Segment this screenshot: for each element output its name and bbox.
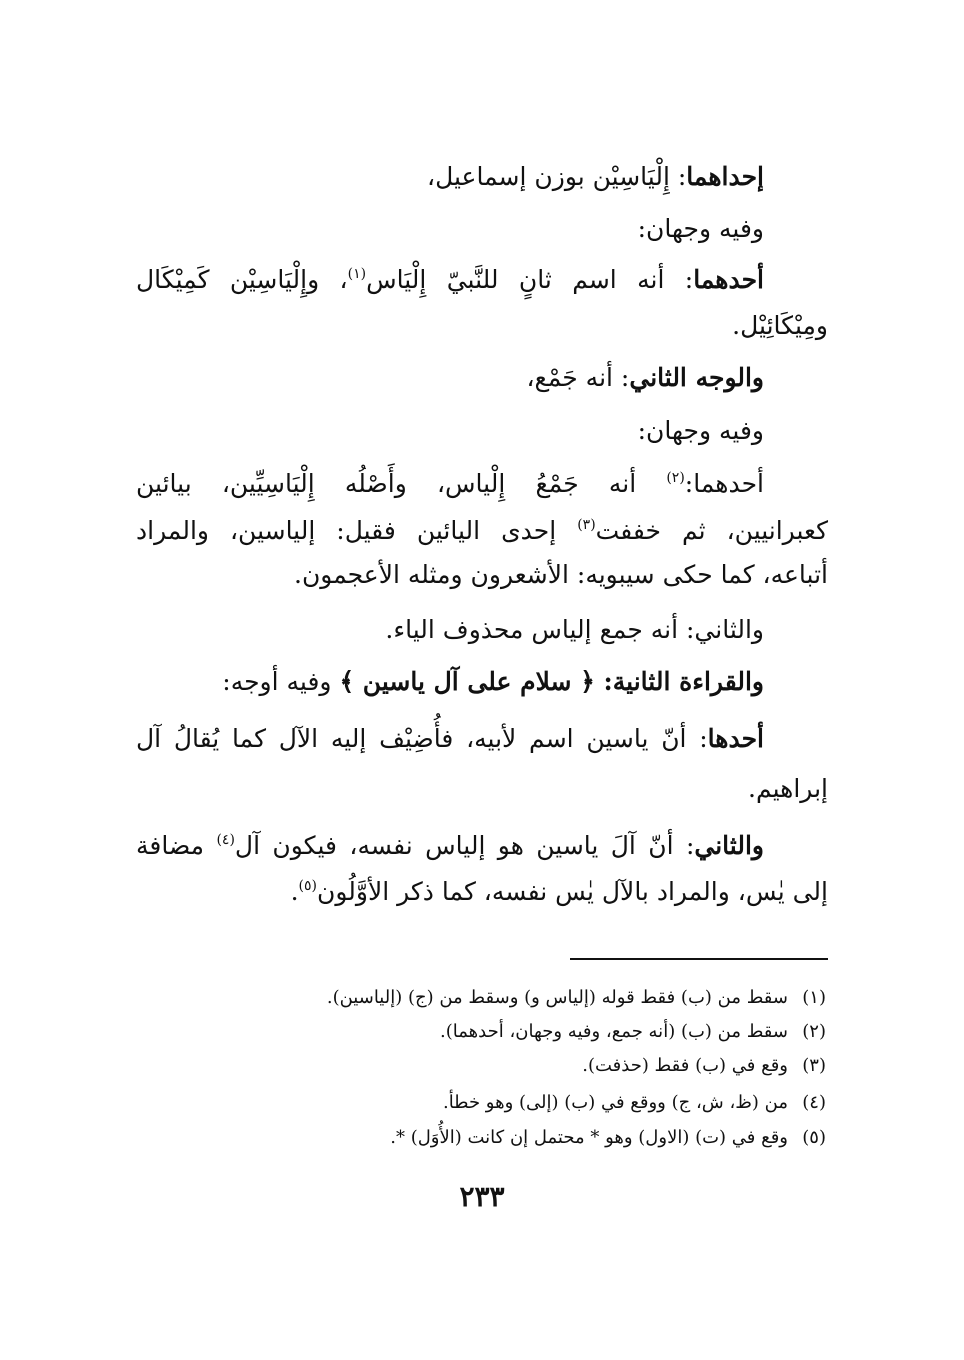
footnote-divider (570, 958, 828, 960)
footnote-number: (٥) (802, 1127, 826, 1148)
footnote-ref-3: (٣) (577, 517, 596, 533)
footnote-3 (582, 1051, 826, 1081)
line-text: إحدى اليائين فقيل: إلياسين، والمراد (136, 516, 578, 545)
text-line-4: ومِيْكَائِيْل. (732, 311, 828, 340)
footnote-5 (390, 1123, 826, 1153)
footnote-text: وقع في (ت) (الاول) وهو * محتمل إن كانت (الأُوَل) *. (390, 1127, 788, 1148)
text-line-15 (291, 872, 828, 912)
heading-word: أحدها (707, 724, 764, 753)
text-line-9: أتباعه، كما حكى سيبويه: الأشعرون ومثله الأعجمون. (294, 560, 828, 589)
footnote-number: (٢) (802, 1021, 826, 1042)
text-line-14 (136, 826, 764, 866)
text-line-6: وفيه وجهان: (637, 416, 764, 445)
text-line-5 (526, 358, 764, 398)
heading-word: والوجه الثاني (629, 363, 764, 392)
quran-quote: والقراءة الثانية: ﴿ سلام على آل ياسين ﴾ (339, 667, 764, 696)
heading-word: والثاني (694, 831, 764, 860)
footnote-1 (327, 983, 826, 1013)
footnote-number: (٣) (802, 1055, 826, 1076)
footnote-text: من (ظ، ش، ج) ووقع في (ب) (إلى) وهو خطأ. (442, 1092, 788, 1113)
line-text: . (290, 877, 299, 906)
line-text: : أنّ ياسين اسم لأبيه، فأُضِيْف إليه الآل كما يُقالُ آل (136, 724, 708, 753)
line-text: أحدهما: (684, 469, 764, 498)
line-text: مضافة (136, 831, 217, 860)
footnote-ref-2: (٢) (666, 470, 685, 486)
line-text: ، وإِلْيَاسِيْن كَمِيْكَال (136, 265, 348, 294)
line-text: : إِلْيَاسِيْن بوزن إسماعيل، (427, 162, 687, 191)
footnote-4 (443, 1088, 826, 1118)
line-text: وفيه أوجه: (222, 667, 340, 696)
footnote-text: وقع في (ب) فقط (حذفت). (582, 1055, 788, 1076)
footnote-ref-1: (١) (347, 266, 367, 282)
text-line-3 (136, 260, 764, 300)
page-number: ٢٣٣ (459, 1180, 505, 1213)
line-text: إلى يٰس، والمراد بالآل يٰس نفسه، كما ذكر الأوَّلُون (316, 877, 828, 906)
text-line-7 (136, 464, 764, 504)
line-text: أنه جَمْعُ إِلْياس، وأَصْلُه إِلْيَاسِيِّين، بيائين (136, 469, 667, 498)
text-line-8 (136, 511, 828, 551)
text-line-10: والثاني: أنه جمع إلياس محذوف الياء. (385, 615, 764, 644)
text-line-12 (136, 719, 764, 759)
line-text: : أنّ آلَ ياسين هو إلياس نفسه، فيكون آل (234, 831, 695, 860)
footnote-number: (١) (802, 987, 826, 1008)
footnote-ref-5: (٥) (298, 878, 317, 894)
footnote-text: سقط من (ب) فقط قوله (إلياس و) وسقط من (ج) (إلياسين). (326, 987, 788, 1008)
text-line-13: إبراهيم. (748, 774, 828, 803)
heading-word: إحداهما (686, 162, 764, 191)
text-line-1 (427, 157, 764, 197)
line-text: : أنه اسم ثانٍ للنَّبيّ إِلْيَاس (366, 265, 694, 294)
footnote-number: (٤) (802, 1092, 826, 1113)
footnote-text: سقط من (ب) (أنه جمع، وفيه وجهان، أحدهما). (440, 1021, 788, 1042)
footnote-2 (440, 1017, 826, 1047)
line-text: : أنه جَمْع، (526, 363, 630, 392)
heading-word: أحدهما (693, 265, 764, 294)
footnote-ref-4: (٤) (216, 832, 235, 848)
text-line-2: وفيه وجهان: (637, 214, 764, 243)
line-text: كعبرانيين، ثم خففت (595, 516, 828, 545)
text-line-11 (222, 662, 764, 702)
